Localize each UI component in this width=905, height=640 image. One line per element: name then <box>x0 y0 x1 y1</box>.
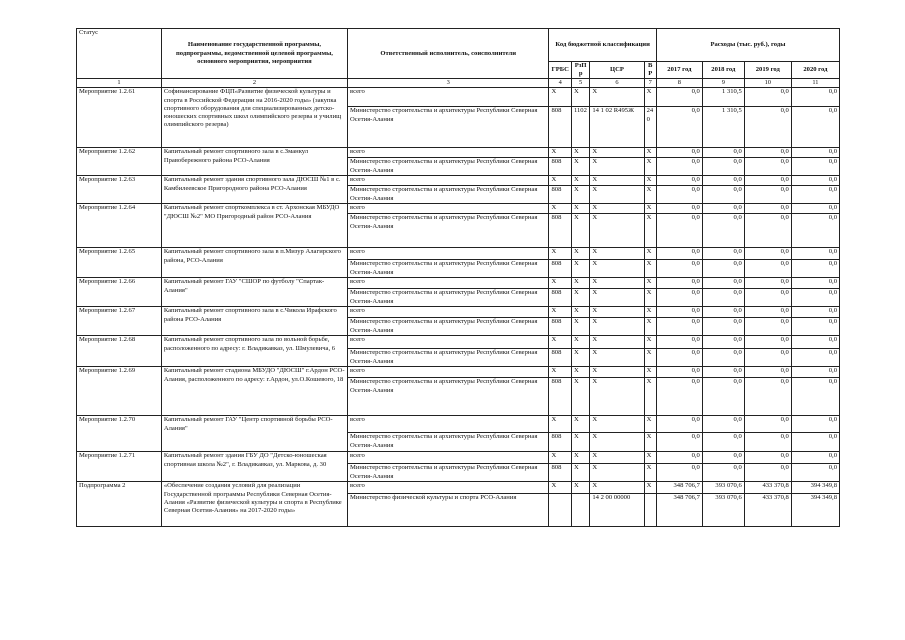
csr-cell: X <box>590 336 644 349</box>
name-cell: Софинансирование ФЦП«Развитие физической культуры и спорта в Российской Федерации на 2016-2020 годы» (закупка спортивного оборудования для специализированных детско-юношеских спортивных школ олимпийского резерва и училищ олимпийского резерва) <box>161 88 347 148</box>
column-index-row <box>77 79 840 88</box>
csr-cell: X <box>590 186 644 204</box>
executor-cell: всего <box>348 482 549 494</box>
csr-cell: X <box>590 416 644 433</box>
rzpr-cell: X <box>571 378 589 416</box>
value-2018: 393 070,6 <box>702 494 744 527</box>
csr-cell: X <box>590 318 644 336</box>
rzpr-cell: X <box>571 336 589 349</box>
name-cell: Капитальный ремонт здания спортивного зала ДЮСШ №1 в с. Камбилеевское Пригородного района РСО-Алания <box>161 176 347 204</box>
csr-cell: X <box>590 289 644 307</box>
value-2018: 0,0 <box>702 260 744 278</box>
header-vr: ВР <box>644 62 656 79</box>
vr-cell: X <box>644 88 656 107</box>
value-2017: 0,0 <box>656 260 702 278</box>
value-2017: 348 706,7 <box>656 494 702 527</box>
value-2017: 0,0 <box>656 289 702 307</box>
value-2020: 0,0 <box>791 416 839 433</box>
rzpr-cell: X <box>571 452 589 464</box>
header-2017: 2017 год <box>656 62 702 79</box>
col-index: 2 <box>161 79 347 88</box>
table-row <box>77 482 840 494</box>
csr-cell: X <box>590 452 644 464</box>
value-2020: 0,0 <box>791 464 839 482</box>
csr-cell: X <box>590 367 644 378</box>
value-2018: 0,0 <box>702 278 744 289</box>
value-2018: 0,0 <box>702 378 744 416</box>
name-cell: Капитальный ремонт спортивного зала в п.Мизур Алагирского района, РСО-Алания <box>161 248 347 278</box>
executor-cell: Министерство строительства и архитектуры Республики Северная Осетия-Алания <box>348 186 549 204</box>
name-cell: Капитальный ремонт спортивного зала в с.Чикола Ирафского района РСО-Алания <box>161 307 347 336</box>
rzpr-cell: X <box>571 186 589 204</box>
value-2018: 393 070,6 <box>702 482 744 494</box>
grbs-cell: 808 <box>549 464 571 482</box>
value-2019: 0,0 <box>744 416 791 433</box>
value-2020: 394 349,8 <box>791 482 839 494</box>
value-2017: 0,0 <box>656 464 702 482</box>
executor-cell: Министерство строительства и архитектуры Республики Северная Осетия-Алания <box>348 318 549 336</box>
value-2017: 0,0 <box>656 349 702 367</box>
value-2018: 0,0 <box>702 214 744 248</box>
col-index: 9 <box>702 79 744 88</box>
executor-cell: Министерство строительства и архитектуры Республики Северная Осетия-Алания <box>348 214 549 248</box>
grbs-cell: X <box>549 367 571 378</box>
value-2017: 0,0 <box>656 176 702 186</box>
executor-cell: Министерство строительства и архитектуры Республики Северная Осетия-Алания <box>348 378 549 416</box>
vr-cell: X <box>644 378 656 416</box>
executor-cell: всего <box>348 248 549 260</box>
value-2019: 0,0 <box>744 464 791 482</box>
csr-cell: X <box>590 148 644 158</box>
table-row <box>77 204 840 214</box>
vr-cell <box>644 494 656 527</box>
value-2017: 0,0 <box>656 367 702 378</box>
csr-cell: X <box>590 307 644 318</box>
vr-cell: X <box>644 278 656 289</box>
rzpr-cell: X <box>571 88 589 107</box>
value-2020: 0,0 <box>791 107 839 148</box>
value-2017: 0,0 <box>656 107 702 148</box>
value-2018: 0,0 <box>702 433 744 452</box>
header-expenses: Расходы (тыс. руб.), годы <box>656 29 839 62</box>
value-2019: 0,0 <box>744 452 791 464</box>
vr-cell: X <box>644 433 656 452</box>
value-2020: 0,0 <box>791 158 839 176</box>
value-2018: 0,0 <box>702 349 744 367</box>
csr-cell: X <box>590 482 644 494</box>
grbs-cell: X <box>549 176 571 186</box>
table-row <box>77 452 840 464</box>
executor-cell: Министерство строительства и архитектуры Республики Северная Осетия-Алания <box>348 107 549 148</box>
executor-cell: Министерство строительства и архитектуры Республики Северная Осетия-Алания <box>348 158 549 176</box>
name-cell: Капитальный ремонт здания ГБУ ДО "Детско-юношеская спортивная школа №2", г. Владикавказ, ул. Маркова, д. 30 <box>161 452 347 482</box>
value-2019: 0,0 <box>744 158 791 176</box>
grbs-cell: X <box>549 416 571 433</box>
value-2020: 0,0 <box>791 248 839 260</box>
status-cell: Мероприятие 1.2.62 <box>77 148 162 176</box>
name-cell: Капитальный ремонт ГАУ "Центр спортивной борьбы РСО-Алания" <box>161 416 347 452</box>
table-row <box>77 248 840 260</box>
value-2017: 348 706,7 <box>656 482 702 494</box>
table-body <box>77 79 840 527</box>
table-row <box>77 88 840 107</box>
status-cell: Мероприятие 1.2.61 <box>77 88 162 148</box>
grbs-cell: 808 <box>549 214 571 248</box>
executor-cell: Министерство строительства и архитектуры Республики Северная Осетия-Алания <box>348 349 549 367</box>
table-row <box>77 176 840 186</box>
value-2018: 0,0 <box>702 452 744 464</box>
value-2019: 433 370,8 <box>744 494 791 527</box>
value-2018: 0,0 <box>702 318 744 336</box>
grbs-cell: 808 <box>549 260 571 278</box>
value-2017: 0,0 <box>656 186 702 204</box>
table-row <box>77 307 840 318</box>
header-2019: 2019 год <box>744 62 791 79</box>
value-2017: 0,0 <box>656 214 702 248</box>
col-index: 8 <box>656 79 702 88</box>
status-cell: Мероприятие 1.2.70 <box>77 416 162 452</box>
value-2018: 0,0 <box>702 367 744 378</box>
vr-cell: X <box>644 214 656 248</box>
value-2019: 0,0 <box>744 318 791 336</box>
vr-cell: X <box>644 349 656 367</box>
value-2019: 0,0 <box>744 433 791 452</box>
vr-cell: X <box>644 367 656 378</box>
grbs-cell: X <box>549 204 571 214</box>
executor-cell: всего <box>348 452 549 464</box>
value-2019: 0,0 <box>744 214 791 248</box>
rzpr-cell: X <box>571 176 589 186</box>
grbs-cell: X <box>549 452 571 464</box>
value-2020: 0,0 <box>791 176 839 186</box>
csr-cell: 14 2 00 00000 <box>590 494 644 527</box>
header-budget-code: Код бюджетной классификации <box>549 29 656 62</box>
value-2017: 0,0 <box>656 452 702 464</box>
status-cell: Подпрограмма 2 <box>77 482 162 527</box>
header-2020: 2020 год <box>791 62 839 79</box>
grbs-cell: X <box>549 248 571 260</box>
budget-table <box>76 28 840 527</box>
rzpr-cell: X <box>571 248 589 260</box>
value-2020: 0,0 <box>791 214 839 248</box>
value-2020: 0,0 <box>791 289 839 307</box>
value-2018: 0,0 <box>702 248 744 260</box>
csr-cell: X <box>590 433 644 452</box>
name-cell: Капитальный ремонт спортивного зала в с.Зманкул Правобережного района РСО-Алания <box>161 148 347 176</box>
value-2017: 0,0 <box>656 433 702 452</box>
grbs-cell: 808 <box>549 378 571 416</box>
csr-cell: X <box>590 248 644 260</box>
vr-cell: X <box>644 307 656 318</box>
value-2017: 0,0 <box>656 204 702 214</box>
rzpr-cell: 1102 <box>571 107 589 148</box>
executor-cell: Министерство строительства и архитектуры Республики Северная Осетия-Алания <box>348 260 549 278</box>
status-cell: Мероприятие 1.2.67 <box>77 307 162 336</box>
status-cell: Мероприятие 1.2.68 <box>77 336 162 367</box>
col-index: 5 <box>571 79 589 88</box>
vr-cell: X <box>644 186 656 204</box>
name-cell: Капитальный ремонт спорткомплекса в ст. Архонская МБУДО "ДЮСШ №2" МО Пригородный район РСО-Алания <box>161 204 347 248</box>
csr-cell: X <box>590 214 644 248</box>
csr-cell: X <box>590 464 644 482</box>
rzpr-cell: X <box>571 307 589 318</box>
value-2020: 0,0 <box>791 336 839 349</box>
status-cell: Мероприятие 1.2.66 <box>77 278 162 307</box>
rzpr-cell: X <box>571 260 589 278</box>
grbs-cell: 808 <box>549 318 571 336</box>
value-2020: 0,0 <box>791 278 839 289</box>
status-cell: Мероприятие 1.2.71 <box>77 452 162 482</box>
value-2019: 0,0 <box>744 88 791 107</box>
vr-cell: X <box>644 260 656 278</box>
header-status: Статус <box>77 29 162 79</box>
grbs-cell <box>549 494 571 527</box>
vr-cell: X <box>644 289 656 307</box>
grbs-cell: X <box>549 307 571 318</box>
table-row <box>77 336 840 349</box>
status-cell: Мероприятие 1.2.65 <box>77 248 162 278</box>
value-2018: 0,0 <box>702 176 744 186</box>
value-2018: 0,0 <box>702 158 744 176</box>
value-2018: 0,0 <box>702 148 744 158</box>
value-2020: 0,0 <box>791 204 839 214</box>
table-row <box>77 278 840 289</box>
rzpr-cell: X <box>571 318 589 336</box>
value-2020: 0,0 <box>791 307 839 318</box>
vr-cell: X <box>644 176 656 186</box>
status-cell: Мероприятие 1.2.63 <box>77 176 162 204</box>
col-index: 7 <box>644 79 656 88</box>
value-2020: 0,0 <box>791 433 839 452</box>
vr-cell: X <box>644 482 656 494</box>
value-2018: 1 310,5 <box>702 88 744 107</box>
executor-cell: всего <box>348 307 549 318</box>
value-2019: 0,0 <box>744 186 791 204</box>
value-2020: 0,0 <box>791 378 839 416</box>
executor-cell: Министерство строительства и архитектуры Республики Северная Осетия-Алания <box>348 464 549 482</box>
value-2018: 0,0 <box>702 336 744 349</box>
csr-cell: X <box>590 158 644 176</box>
grbs-cell: 808 <box>549 107 571 148</box>
executor-cell: Министерство физической культуры и спорта РСО-Алания <box>348 494 549 527</box>
csr-cell: X <box>590 349 644 367</box>
value-2020: 0,0 <box>791 88 839 107</box>
col-index: 10 <box>744 79 791 88</box>
executor-cell: всего <box>348 176 549 186</box>
rzpr-cell: X <box>571 158 589 176</box>
vr-cell: X <box>644 204 656 214</box>
name-cell: Капитальный ремонт спортивного зала по вольной борьбе, расположенного по адресу: г. Владикавказ, ул. Шмулевича, 6 <box>161 336 347 367</box>
executor-cell: всего <box>348 336 549 349</box>
header-csr: ЦСР <box>590 62 644 79</box>
header-executor: Ответственный исполнитель, соисполнители <box>348 29 549 79</box>
vr-cell: X <box>644 158 656 176</box>
csr-cell: X <box>590 278 644 289</box>
value-2017: 0,0 <box>656 378 702 416</box>
rzpr-cell: X <box>571 416 589 433</box>
csr-cell: X <box>590 260 644 278</box>
executor-cell: всего <box>348 88 549 107</box>
rzpr-cell <box>571 494 589 527</box>
executor-cell: всего <box>348 148 549 158</box>
value-2018: 0,0 <box>702 416 744 433</box>
rzpr-cell: X <box>571 278 589 289</box>
grbs-cell: X <box>549 336 571 349</box>
grbs-cell: X <box>549 148 571 158</box>
value-2019: 0,0 <box>744 176 791 186</box>
grbs-cell: 808 <box>549 186 571 204</box>
value-2020: 0,0 <box>791 186 839 204</box>
rzpr-cell: X <box>571 367 589 378</box>
executor-cell: всего <box>348 278 549 289</box>
rzpr-cell: X <box>571 214 589 248</box>
rzpr-cell: X <box>571 289 589 307</box>
grbs-cell: 808 <box>549 289 571 307</box>
header-rzpr: РзПр <box>571 62 589 79</box>
value-2017: 0,0 <box>656 88 702 107</box>
vr-cell: X <box>644 318 656 336</box>
value-2017: 0,0 <box>656 336 702 349</box>
vr-cell: X <box>644 248 656 260</box>
grbs-cell: X <box>549 278 571 289</box>
value-2019: 0,0 <box>744 107 791 148</box>
grbs-cell: X <box>549 482 571 494</box>
value-2018: 0,0 <box>702 186 744 204</box>
value-2020: 0,0 <box>791 318 839 336</box>
value-2017: 0,0 <box>656 318 702 336</box>
value-2020: 0,0 <box>791 349 839 367</box>
table-row <box>77 416 840 433</box>
table-row <box>77 367 840 378</box>
value-2017: 0,0 <box>656 278 702 289</box>
executor-cell: всего <box>348 204 549 214</box>
name-cell: Капитальный ремонт стадиона МБУДО "ДЮСШ" г.Ардон РСО-Алания, расположенного по адресу: г.Ардон, ул.О.Кошевого, 18 <box>161 367 347 416</box>
value-2019: 0,0 <box>744 289 791 307</box>
value-2020: 0,0 <box>791 260 839 278</box>
header-grbs: ГРБС <box>549 62 571 79</box>
vr-cell: X <box>644 464 656 482</box>
col-index: 11 <box>791 79 839 88</box>
value-2017: 0,0 <box>656 416 702 433</box>
rzpr-cell: X <box>571 349 589 367</box>
value-2018: 0,0 <box>702 204 744 214</box>
csr-cell: X <box>590 378 644 416</box>
executor-cell: всего <box>348 367 549 378</box>
header-2018: 2018 год <box>702 62 744 79</box>
value-2019: 0,0 <box>744 248 791 260</box>
value-2019: 0,0 <box>744 307 791 318</box>
value-2020: 0,0 <box>791 148 839 158</box>
col-index: 4 <box>549 79 571 88</box>
value-2019: 0,0 <box>744 336 791 349</box>
value-2017: 0,0 <box>656 307 702 318</box>
rzpr-cell: X <box>571 464 589 482</box>
vr-cell: X <box>644 452 656 464</box>
vr-cell: X <box>644 148 656 158</box>
value-2019: 0,0 <box>744 278 791 289</box>
grbs-cell: X <box>549 88 571 107</box>
status-cell: Мероприятие 1.2.69 <box>77 367 162 416</box>
value-2019: 0,0 <box>744 204 791 214</box>
vr-cell: 240 <box>644 107 656 148</box>
rzpr-cell: X <box>571 433 589 452</box>
rzpr-cell: X <box>571 482 589 494</box>
value-2019: 0,0 <box>744 367 791 378</box>
value-2019: 0,0 <box>744 148 791 158</box>
value-2019: 0,0 <box>744 378 791 416</box>
value-2019: 0,0 <box>744 260 791 278</box>
value-2020: 0,0 <box>791 367 839 378</box>
vr-cell: X <box>644 336 656 349</box>
col-index: 3 <box>348 79 549 88</box>
value-2020: 394 349,8 <box>791 494 839 527</box>
header-name: Наименование государственной программы, подпрограммы, ведомственной целевой программы, основного мероприятия, мероприятия <box>161 29 347 79</box>
value-2018: 1 310,5 <box>702 107 744 148</box>
value-2019: 433 370,8 <box>744 482 791 494</box>
name-cell: «Обеспечение создания условий для реализации Государственной программы Республики Северная Осетия-Алания «Развитие физической культуры и спорта в Республике Северная Осетия-Алания» на 2017-2020 годы» <box>161 482 347 527</box>
value-2017: 0,0 <box>656 148 702 158</box>
csr-cell: X <box>590 88 644 107</box>
executor-cell: Министерство строительства и архитектуры Республики Северная Осетия-Алания <box>348 289 549 307</box>
grbs-cell: 808 <box>549 158 571 176</box>
vr-cell: X <box>644 416 656 433</box>
grbs-cell: 808 <box>549 433 571 452</box>
value-2018: 0,0 <box>702 289 744 307</box>
status-cell: Мероприятие 1.2.64 <box>77 204 162 248</box>
name-cell: Капитальный ремонт ГАУ "СШОР по футболу "Спартак-Алания" <box>161 278 347 307</box>
value-2020: 0,0 <box>791 452 839 464</box>
value-2017: 0,0 <box>656 158 702 176</box>
csr-cell: X <box>590 204 644 214</box>
rzpr-cell: X <box>571 204 589 214</box>
executor-cell: Министерство строительства и архитектуры Республики Северная Осетия-Алания <box>348 433 549 452</box>
rzpr-cell: X <box>571 148 589 158</box>
value-2017: 0,0 <box>656 248 702 260</box>
csr-cell: X <box>590 176 644 186</box>
value-2019: 0,0 <box>744 349 791 367</box>
csr-cell: 14 1 02 R495Ж <box>590 107 644 148</box>
table-row <box>77 148 840 158</box>
col-index: 6 <box>590 79 644 88</box>
col-index: 1 <box>77 79 162 88</box>
value-2018: 0,0 <box>702 307 744 318</box>
value-2018: 0,0 <box>702 464 744 482</box>
executor-cell: всего <box>348 416 549 433</box>
grbs-cell: 808 <box>549 349 571 367</box>
